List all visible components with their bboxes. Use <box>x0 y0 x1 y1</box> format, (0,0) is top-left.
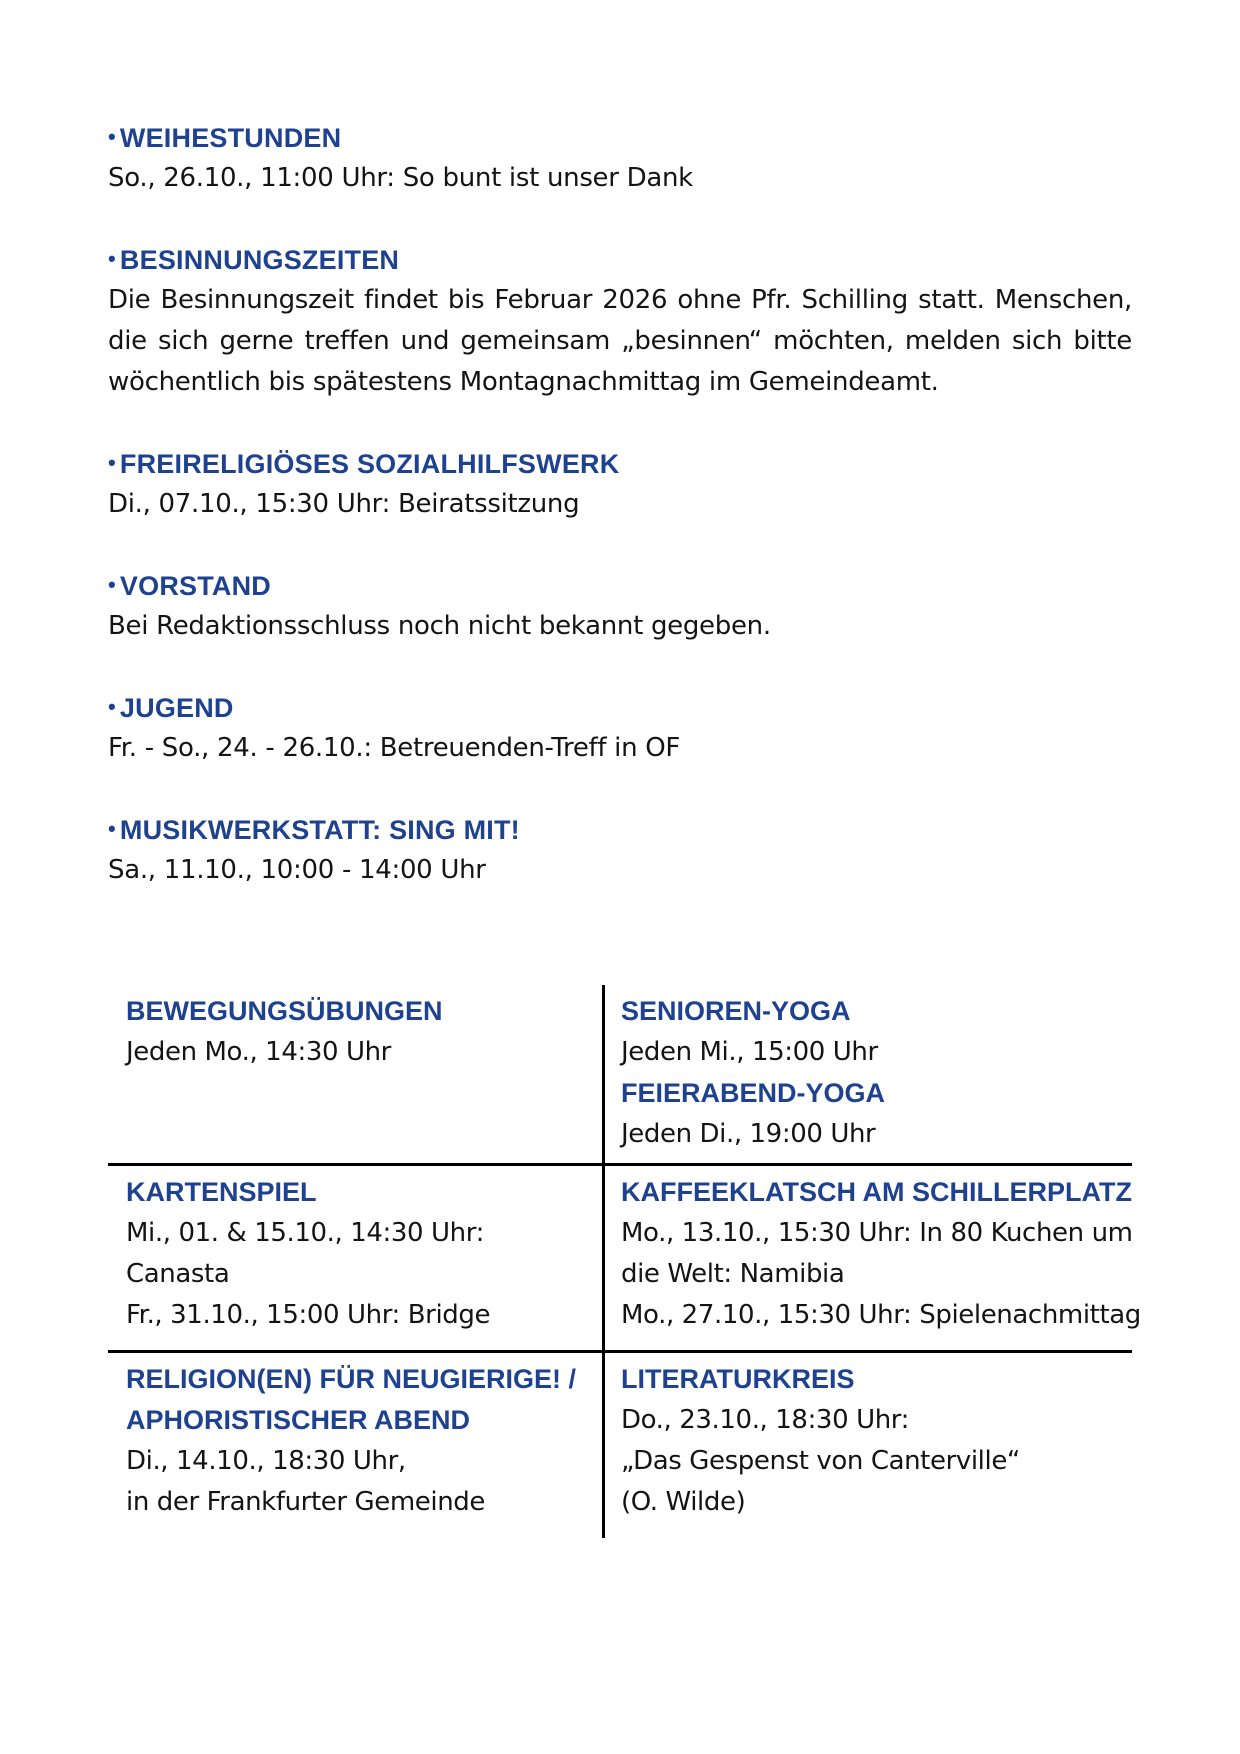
cell-title: SENIOREN-YOGA <box>621 996 851 1026</box>
section-heading <box>108 688 1132 728</box>
section-vorstand <box>108 566 1132 647</box>
bullet-icon: • <box>108 450 116 475</box>
cell-line: Mi., 01. & 15.10., 14:30 Uhr: <box>126 1218 484 1248</box>
cell-title: KAFFEEKLATSCH AM SCHILLERPLATZ <box>621 1177 1132 1207</box>
cell-line: Do., 23.10., 18:30 Uhr: <box>621 1405 909 1435</box>
cell-title: BEWEGUNGSÜBUNGEN <box>126 996 443 1026</box>
section-title: WEIHESTUNDEN <box>119 123 342 153</box>
section-heading <box>108 444 1132 484</box>
section-line: So., 26.10., 11:00 Uhr: So bunt ist unser Dank <box>108 163 693 193</box>
activities-grid <box>108 985 1141 1538</box>
section-sozialhilfswerk <box>108 444 1132 525</box>
section-heading <box>108 810 1132 850</box>
section-line: Di., 07.10., 15:30 Uhr: Beiratssitzung <box>108 489 580 519</box>
cell-title: APHORISTISCHER ABEND <box>126 1405 471 1435</box>
grid-cell-kaffeeklatsch <box>602 1166 1141 1350</box>
bullet-icon: • <box>108 124 116 149</box>
cell-line: Canasta <box>126 1259 230 1289</box>
cell-line: Jeden Mi., 15:00 Uhr <box>621 1037 878 1067</box>
grid-cell-kartenspiel <box>108 1166 602 1350</box>
cell-title: KARTENSPIEL <box>126 1177 317 1207</box>
grid-row <box>108 1353 1132 1538</box>
bullet-icon: • <box>108 816 116 841</box>
section-musikwerkstatt <box>108 810 1132 891</box>
section-title: JUGEND <box>119 693 234 723</box>
section-jugend <box>108 688 1132 769</box>
grid-cell-bewegungsuebungen <box>108 985 602 1163</box>
section-line: Bei Redaktionsschluss noch nicht bekannt gegeben. <box>108 611 771 641</box>
bullet-icon: • <box>108 572 116 597</box>
cell-line: Jeden Di., 19:00 Uhr <box>621 1119 876 1149</box>
cell-line: Di., 14.10., 18:30 Uhr, <box>126 1446 406 1476</box>
section-title: BESINNUNGSZEITEN <box>119 245 400 275</box>
bullet-icon: • <box>108 246 116 271</box>
section-weihestunden <box>108 118 1132 199</box>
cell-title: FEIERABEND-YOGA <box>621 1078 886 1108</box>
cell-title: RELIGION(EN) FÜR NEUGIERIGE! / <box>126 1364 577 1394</box>
cell-line: Jeden Mo., 14:30 Uhr <box>126 1037 391 1067</box>
section-heading <box>108 566 1132 606</box>
section-title: MUSIKWERKSTATT: SING MIT! <box>119 815 520 845</box>
section-line: Sa., 11.10., 10:00 - 14:00 Uhr <box>108 855 486 885</box>
events-list <box>108 118 1132 932</box>
section-heading <box>108 118 1132 158</box>
grid-cell-literaturkreis <box>602 1353 1132 1538</box>
cell-line: in der Frankfurter Gemeinde <box>126 1487 485 1517</box>
cell-line: die Welt: Namibia <box>621 1259 845 1289</box>
grid-row <box>108 985 1132 1166</box>
section-heading <box>108 240 1132 280</box>
cell-line: (O. Wilde) <box>621 1487 746 1517</box>
cell-line: Mo., 27.10., 15:30 Uhr: Spielenachmittag <box>621 1300 1141 1330</box>
section-title: VORSTAND <box>119 571 272 601</box>
cell-line: Fr., 31.10., 15:00 Uhr: Bridge <box>126 1300 491 1330</box>
grid-cell-religionen <box>108 1353 602 1538</box>
cell-title: LITERATURKREIS <box>621 1364 855 1394</box>
section-paragraph: Die Besinnungszeit findet bis Februar 2026 ohne Pfr. Schilling statt. Menschen, die sich gerne treffen und gemeinsam „besinnen“ möchten, melden sich bitte wöchentlich bis spätestens Montagnachmittag im Gemeindeamt. <box>108 285 1132 397</box>
bullet-icon: • <box>108 694 116 719</box>
cell-line: „Das Gespenst von Canterville“ <box>621 1446 1020 1476</box>
section-besinnungszeiten <box>108 240 1132 403</box>
section-title: FREIRELIGIÖSES SOZIALHILFSWERK <box>119 449 620 479</box>
grid-cell-yoga <box>602 985 1132 1163</box>
section-line: Fr. - So., 24. - 26.10.: Betreuenden-Treff in OF <box>108 733 681 763</box>
grid-row <box>108 1166 1141 1353</box>
cell-line: Mo., 13.10., 15:30 Uhr: In 80 Kuchen um <box>621 1218 1133 1248</box>
